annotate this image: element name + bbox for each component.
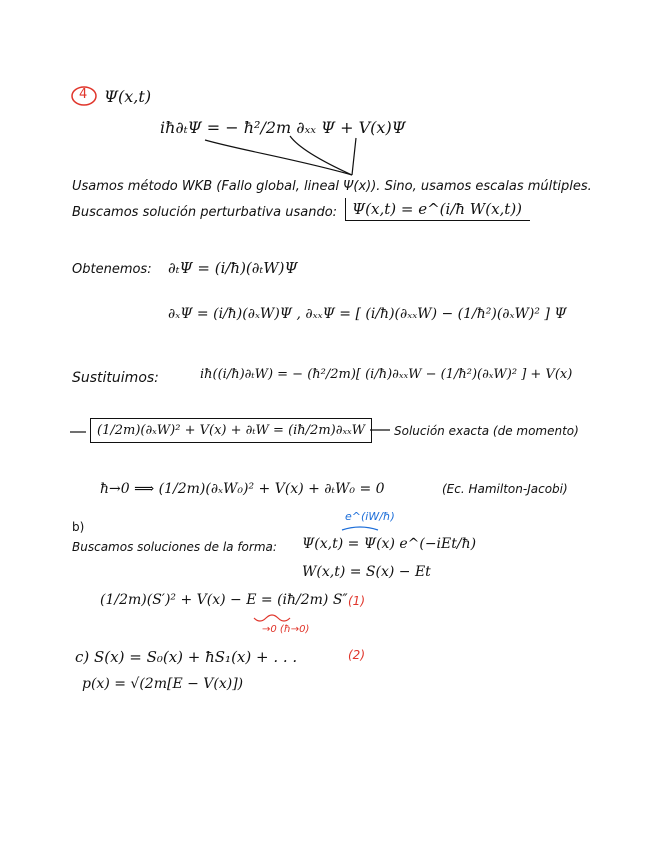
- w-equation: W(x,t) = S(x) − Et: [302, 564, 431, 580]
- forma-label: Buscamos soluciones de la forma:: [72, 540, 277, 554]
- equation-1: (1/2m)(S′)² + V(x) − E = (iħ/2m) S″: [100, 592, 348, 608]
- momentum-equation: p(x) = √(2m[E − V(x)]): [82, 676, 244, 692]
- exact-solution-label: Solución exacta (de momento): [394, 424, 579, 438]
- series-equation: c) S(x) = S₀(x) + ħS₁(x) + . . .: [75, 648, 298, 666]
- arrow-kinetic-term: [290, 136, 352, 175]
- buscamos-label: Buscamos solución perturbativa usando:: [72, 205, 338, 220]
- part-b-label: b): [72, 520, 85, 534]
- substituted-equation: iħ((i/ħ)∂ₜW) = − (ħ²/2m)[ (i/ħ)∂ₓₓW − (1/ħ²)(∂ₓW)² ] + V(x): [200, 367, 573, 382]
- forma-equation: Ψ(x,t) = Ψ(x) e^(−iEt/ħ): [302, 536, 477, 552]
- space-derivatives-equation: ∂ₓΨ = (i/ħ)(∂ₓW)Ψ , ∂ₓₓΨ = [ (i/ħ)(∂ₓₓW) − (1/ħ²)(∂ₓW)² ] Ψ: [168, 306, 567, 322]
- psi-title: Ψ(x,t): [104, 87, 152, 106]
- usamos-line: Usamos método WKB (Fallo global, lineal Ψ(x)). Sino, usamos escalas múltiples.: [72, 179, 592, 194]
- hamilton-jacobi-label: (Ec. Hamilton-Jacobi): [442, 482, 568, 496]
- schrodinger-equation: iħ∂ₜΨ = − ħ²/2m ∂ₓₓ Ψ + V(x)Ψ: [160, 118, 406, 137]
- limit-equation: ħ→0 ⟹ (1/2m)(∂ₓW₀)² + V(x) + ∂ₜW₀ = 0: [100, 481, 385, 497]
- equation-1-tag: (1): [348, 594, 365, 608]
- exact-equation: (1/2m)(∂ₓW)² + V(x) + ∂ₜW = (iħ/2m)∂ₓₓW: [90, 418, 372, 443]
- ansatz-equation: Ψ(x,t) = e^(i/ħ W(x,t)): [345, 198, 530, 221]
- sustituimos-label: Sustituimos:: [72, 370, 159, 386]
- arrow-hbar-term: [205, 140, 352, 175]
- time-derivative-equation: ∂ₜΨ = (i/ħ)(∂ₜW)Ψ: [168, 259, 298, 277]
- equation-2-tag: (2): [348, 648, 365, 662]
- problem-number: 4: [79, 87, 88, 102]
- red-limit-note: →0 (ħ→0): [262, 624, 310, 635]
- red-underline-squiggle: [254, 615, 290, 621]
- blue-annotation: e^(iW/ħ): [345, 510, 395, 523]
- obtenemos-label: Obtenemos:: [72, 262, 152, 277]
- arrow-potential-term: [352, 138, 356, 175]
- blue-bracket: [342, 527, 378, 530]
